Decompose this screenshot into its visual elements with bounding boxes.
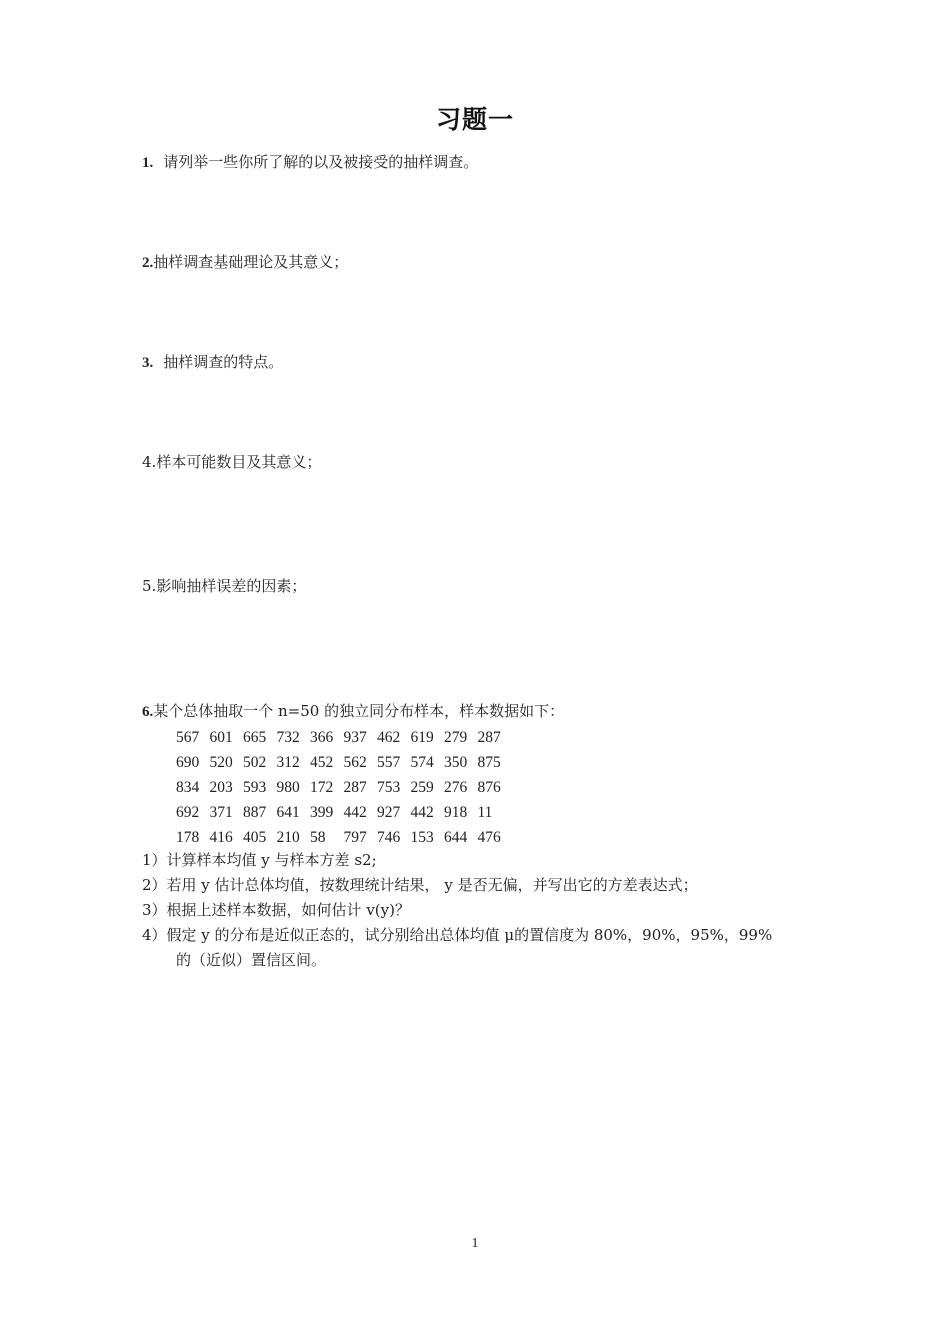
- data-cell: 834: [176, 779, 200, 796]
- data-cell: 644: [444, 829, 468, 846]
- data-cell: 562: [343, 754, 367, 771]
- data-row: [176, 800, 511, 825]
- data-cell: 287: [343, 779, 367, 796]
- data-cell: 442: [410, 804, 434, 821]
- data-cell: 690: [176, 754, 200, 771]
- data-cell: 416: [209, 829, 233, 846]
- sub-question-4: 4）假定 y 的分布是近似正态的，试分别给出总体均值 μ的置信度为 80%，90%，95%，99%: [142, 926, 773, 944]
- data-cell: 11: [477, 804, 493, 821]
- data-row: [176, 775, 511, 800]
- data-cell: 619: [410, 729, 434, 746]
- data-cell: 876: [477, 779, 501, 796]
- data-row: [176, 725, 511, 750]
- question-text: 抽样调查基础理论及其意义；: [153, 253, 349, 271]
- question-number: 4.: [142, 453, 157, 471]
- sub-question-1: 1）计算样本均值 y 与样本方差 s2;: [142, 851, 377, 869]
- page-number: 1: [471, 1236, 479, 1251]
- data-cell: 875: [477, 754, 501, 771]
- question-6: [142, 701, 564, 722]
- data-cell: 641: [276, 804, 300, 821]
- data-cell: 259: [410, 779, 434, 796]
- data-cell: 665: [243, 729, 267, 746]
- data-cell: 312: [276, 754, 300, 771]
- data-cell: 502: [243, 754, 267, 771]
- data-cell: 753: [377, 779, 401, 796]
- data-cell: 593: [243, 779, 267, 796]
- question-4: [142, 452, 321, 472]
- data-cell: 557: [377, 754, 401, 771]
- data-cell: 574: [410, 754, 434, 771]
- data-cell: 58: [310, 829, 326, 846]
- question-2: [142, 252, 348, 273]
- data-cell: 746: [377, 829, 401, 846]
- data-cell: 452: [310, 754, 334, 771]
- data-cell: 366: [310, 729, 334, 746]
- data-cell: 287: [477, 729, 501, 746]
- data-cell: 980: [276, 779, 300, 796]
- data-cell: 153: [410, 829, 434, 846]
- question-number: 6.: [142, 704, 154, 720]
- data-cell: 887: [243, 804, 267, 821]
- data-cell: 178: [176, 829, 200, 846]
- question-text: 某个总体抽取一个 n=50 的独立同分布样本，样本数据如下：: [153, 702, 565, 720]
- page-title: 习题一: [435, 105, 514, 134]
- data-cell: 937: [343, 729, 367, 746]
- sub-question-2: 2）若用 y 估计总体均值，按数理统计结果， y 是否无偏，并写出它的方差表达式；: [142, 876, 698, 894]
- data-cell: 210: [276, 829, 300, 846]
- data-cell: 462: [377, 729, 401, 746]
- data-cell: 567: [176, 729, 200, 746]
- question-text: 抽样调查的特点。: [163, 353, 284, 371]
- question-text: 请列举一些你所了解的以及被接受的抽样调查。: [163, 153, 479, 171]
- data-row: [176, 750, 511, 775]
- data-cell: 476: [477, 829, 501, 846]
- data-cell: 442: [343, 804, 367, 821]
- data-cell: 927: [377, 804, 401, 821]
- sample-data-table: [176, 725, 511, 850]
- data-cell: 276: [444, 779, 468, 796]
- data-cell: 172: [310, 779, 334, 796]
- data-cell: 279: [444, 729, 468, 746]
- data-cell: 601: [209, 729, 233, 746]
- question-number: 5.: [142, 577, 157, 595]
- question-5: [142, 576, 306, 596]
- sub-question-3: 3）根据上述样本数据，如何估计 v(y)？: [142, 901, 410, 919]
- question-number: 3.: [142, 355, 154, 371]
- data-cell: 405: [243, 829, 267, 846]
- question-text: 样本可能数目及其意义；: [156, 453, 322, 471]
- data-cell: 350: [444, 754, 468, 771]
- question-number: 1.: [142, 155, 154, 171]
- data-cell: 797: [343, 829, 367, 846]
- data-cell: 371: [209, 804, 233, 821]
- sub-question-4-continuation: 的（近似）置信区间。: [176, 951, 327, 969]
- question-1: [142, 152, 478, 173]
- data-cell: 203: [209, 779, 233, 796]
- data-cell: 520: [209, 754, 233, 771]
- data-row: [176, 825, 511, 850]
- data-cell: 918: [444, 804, 468, 821]
- data-cell: 692: [176, 804, 200, 821]
- question-number: 2.: [142, 255, 154, 271]
- question-text: 影响抽样误差的因素；: [156, 577, 307, 595]
- question-3: [142, 352, 283, 373]
- data-cell: 732: [276, 729, 300, 746]
- data-cell: 399: [310, 804, 334, 821]
